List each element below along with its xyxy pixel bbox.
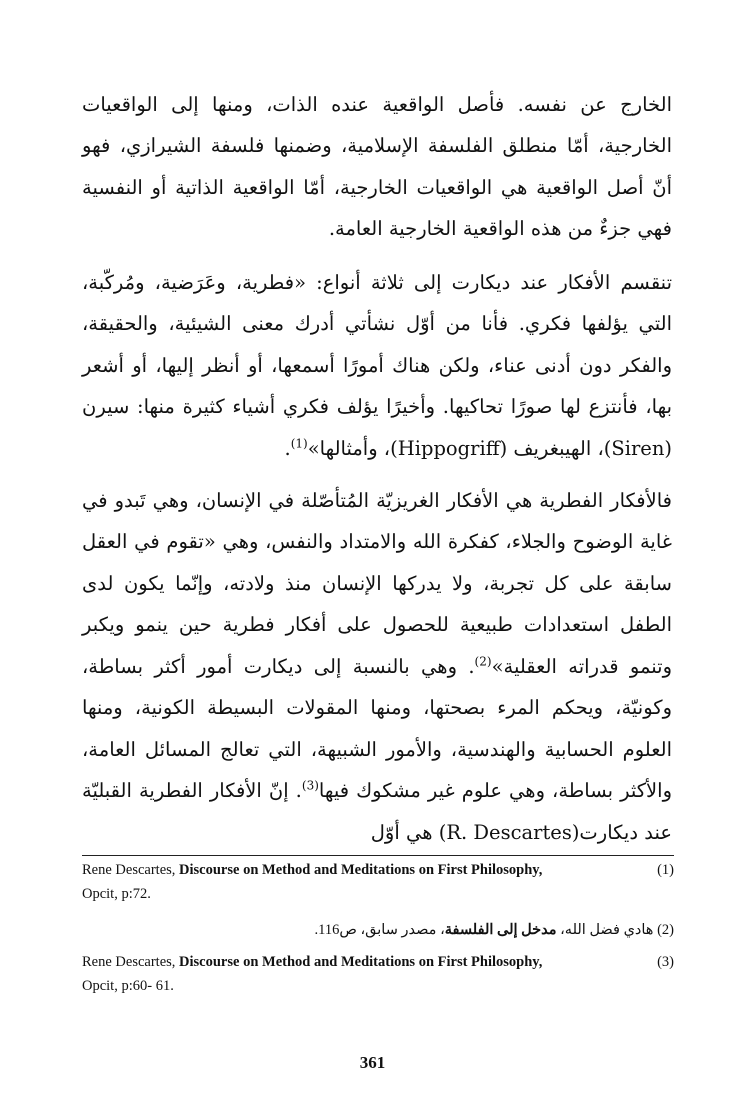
footnote-1-title: Discourse on Method and Meditations on First Philosophy, [179,862,543,878]
footnote-1 [82,858,674,906]
footnote-ref-3: (3) [301,778,319,793]
footnote-2 [82,918,674,942]
paragraph-3-text-d: ) هي أوّل [370,820,447,844]
footnote-ref-2: (2) [474,654,492,668]
footnote-2-title: مدخل إلى الفلسفة [444,922,557,938]
paragraph-2-text-b: )، الهيبغريف ( [499,436,612,460]
term-descartes: R. Descartes [446,820,572,844]
paragraph-2 [82,262,672,470]
footnote-1-author: Rene Descartes, [82,862,176,878]
term-siren: Siren [611,436,665,460]
footnote-3-number: (3) [657,954,674,970]
footnote-3-author: Rene Descartes, [82,954,176,970]
footnote-3-source: Opcit, p:60- 61. [82,978,174,994]
footnote-2-source: ، مصدر سابق، ص116. [314,922,445,938]
footnote-1-number: (1) [657,862,674,878]
paragraph-2-end: . [284,436,291,460]
footnote-ref-1: (1) [290,436,308,450]
footnote-1-source: Opcit, p:72. [82,886,151,902]
paragraph-3-text-c: . إنّ الأفكار الفطرية القبليّة عند ديكارت( [82,779,672,844]
page-number: 361 [359,1053,386,1072]
footnote-2-author: هادي فضل الله، [556,922,654,938]
term-hippogriff: Hippogriff [397,436,500,460]
footnote-3-title: Discourse on Method and Meditations on First Philosophy, [179,954,543,970]
paragraph-3-text-a: فالأفكار الفطرية هي الأفكار الغريزيّة المُتأصّلة في الإنسان، وهي تَبدو في غاية الوضوح والجلاء، كفكرة الله والامتداد والنفس، وهي «تقوم في العقل سابقة على كل تجربة، ولا يدركها الإنسان منذ ولادته، وإنّما يكون لدى الطفل استعدادات طبيعية للحصول على أفكار فطرية حين ينمو ويكبر وتنمو قدراته العقلية» [82,488,672,678]
footnote-2-number: (2) [657,922,674,938]
paragraph-3 [82,480,672,854]
paragraph-1-text: الخارج عن نفسه. فأصل الواقعية عنده الذات، ومنها إلى الواقعيات الخارجية، أمّا منطلق الفلسفة الإسلامية، وضمنها فلسفة الشيرازي، فهو أنّ أصل الواقعية هي الواقعيات الخارجية، أمّا الواقعية الذاتية أو النفسية فهي جزءٌ من هذه الواقعية الخارجية العامة. [82,92,672,240]
footnote-3 [82,950,674,998]
paragraph-2-text-c: )، وأمثالها» [307,436,398,460]
paragraph-1 [82,84,672,250]
paragraph-3-text-b: . وهي بالنسبة إلى ديكارت أمور أكثر بساطة، وكونيّة، ويحكم المرء بصحتها، ومنها المقولات البسيطة الكونية، ومنها العلوم الحسابية والهندسية، والأمور الشبيهة، التي تعالج المسائل العامة، والأكثر بساطة، وهي علوم غير مشكوك فيها [82,654,673,802]
paragraph-2-text-a: تنقسم الأفكار عند ديكارت إلى ثلاثة أنواع: «فطرية، وعَرَضية، ومُركّبة، التي يؤلفها فكري. فأنا من أوّل نشأتي أدرك معنى الشيئية، والحقيقة، والفكر دون أدنى عناء، ولكن هناك أمورًا أسمعها، أو أنظر إليها، أو أشعر بها، فأنتزع لها صورًا تحاكيها. وأخيرًا يؤلف فكري أشياء كثيرة منها: سيرن ( [82,270,672,460]
footnote-divider [82,855,674,856]
